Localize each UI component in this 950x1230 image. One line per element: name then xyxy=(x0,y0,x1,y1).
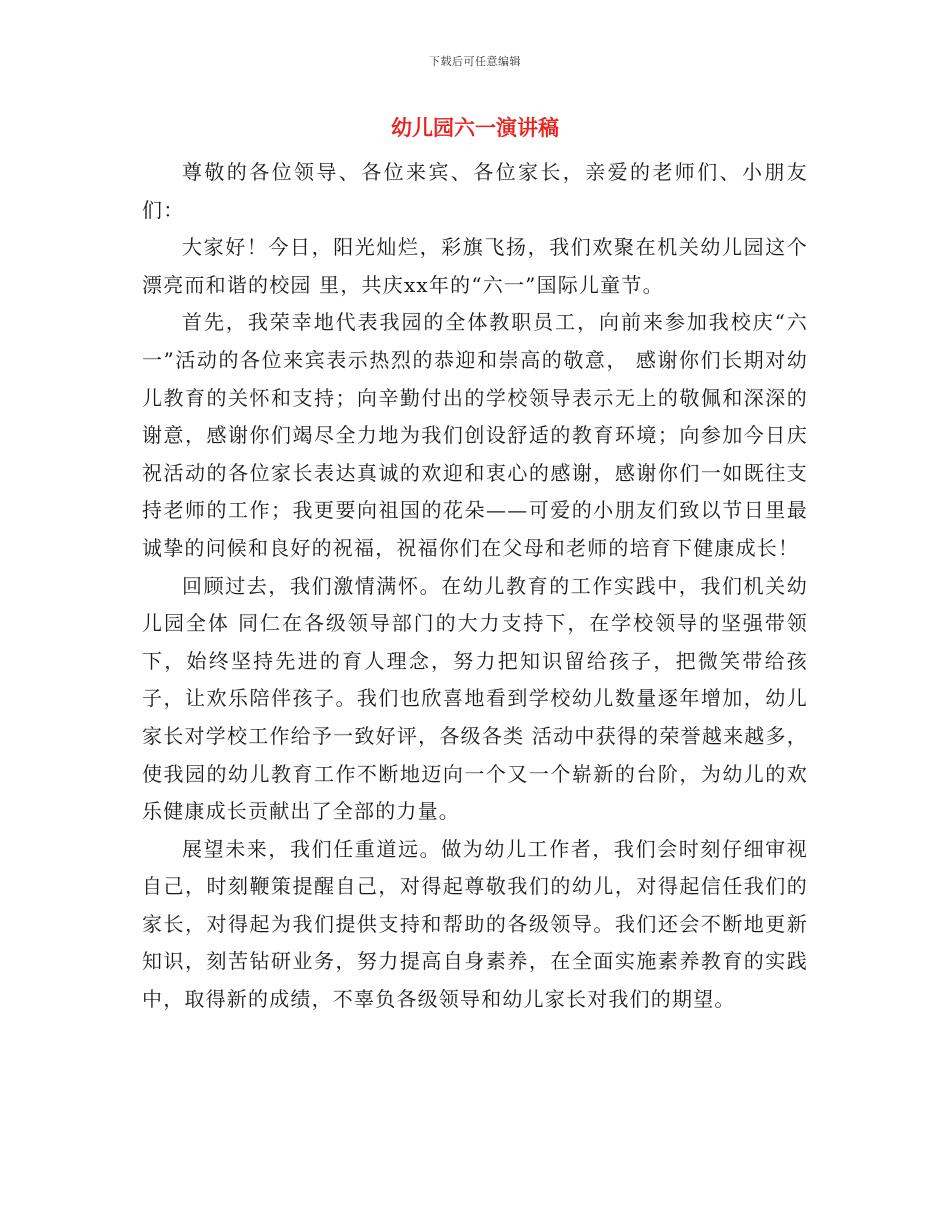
paragraph-greeting: 尊敬的各位领导、各位来宾、各位家长，亲爱的老师们、小朋友们： xyxy=(142,160,808,222)
page-title: 幼儿园六一演讲稿 xyxy=(391,116,559,140)
header-note: 下载后可任意编辑 xyxy=(429,55,521,68)
paragraph-outlook: 展望未来，我们任重道远。做为幼儿工作者，我们会时刻仔细审视自己，时刻鞭策提醒自己，对得起尊敬我们的幼儿，对得起信任我们的家长，对得起为我们提供支持和帮助的各级领导。我们还会不断地更新知识，刻苦钻研业务，努力提高自身素养，在全面实施素养教育的实践中，取得新的成绩，不辜负各级领导和幼儿家长对我们的期望。 xyxy=(142,836,808,1012)
paragraph-review: 回顾过去，我们激情满怀。在幼儿教育的工作实践中，我们机关幼儿园全体 同仁在各级领导部门的大力支持下，在学校领导的坚强带领下，始终坚持先进的育人理念，努力把知识留给孩子，把微笑带给孩子，让欢乐陪伴孩子。我们也欣喜地看到学校幼儿数量逐年增加，幼儿家长对学校工作给予一致好评，各级各类 活动中获得的荣誉越来越多，使我园的幼儿教育工作不断地迈向一个又一个崭新的台阶，为幼儿的欢乐健康成长贡献出了全部的力量。 xyxy=(142,573,808,824)
paragraph-opening: 大家好！今日，阳光灿烂，彩旗飞扬，我们欢聚在机关幼儿园这个漂亮而和谐的校园 里，共庆xx年的“六一”国际儿童节。 xyxy=(142,235,808,297)
document-body xyxy=(142,154,808,1019)
paragraph-thanks: 首先，我荣幸地代表我园的全体教职员工，向前来参加我校庆“六一”活动的各位来宾表示热烈的恭迎和崇高的敬意， 感谢你们长期对幼儿教育的关怀和支持；向辛勤付出的学校领导表示无上的敬佩和深深的谢意，感谢你们竭尽全力地为我们创设舒适的教育环境；向参加今日庆 祝活动的各位家长表达真诚的欢迎和衷心的感谢，感谢你们一如既往支持老师的工作；我更要向祖国的花朵——可爱的小朋友们致以节日里最诚挚的问候和良好的祝福，祝福你们在父母和老师的培育下健康成长！ xyxy=(142,310,808,560)
